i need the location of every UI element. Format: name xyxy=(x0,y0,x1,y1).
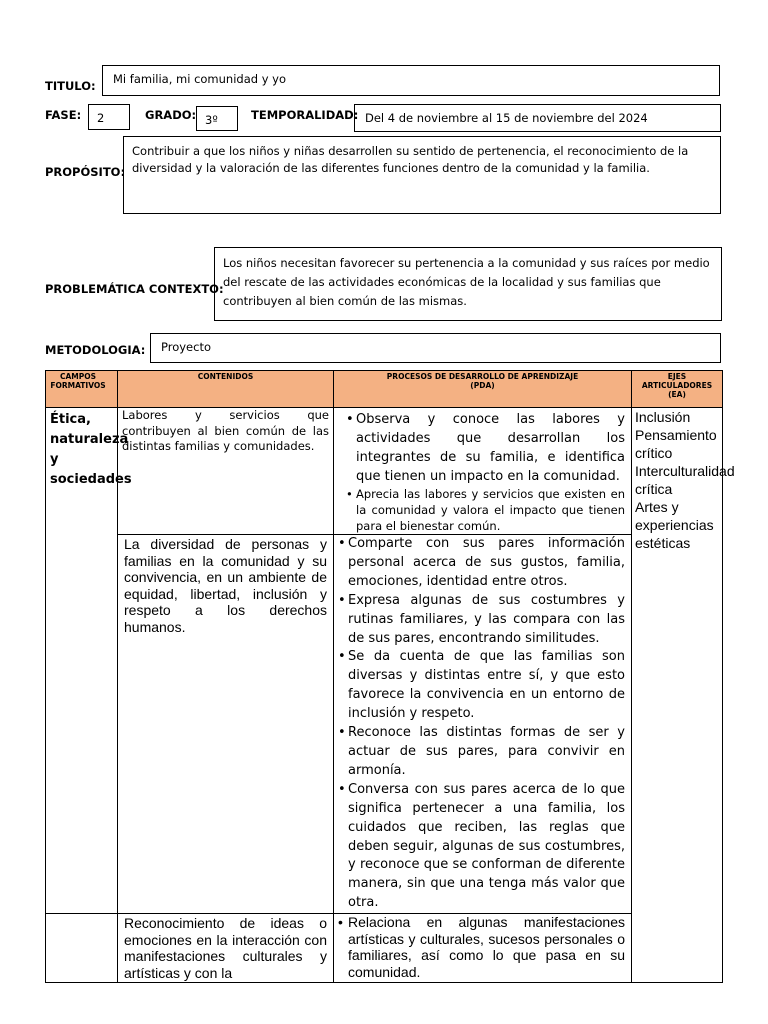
pda-item: • Conversa con sus pares acerca de lo que significa pertenecer a una familia, los cuidados que reciben, las reglas que deben seguir, algunas de sus costumbres, y reconoce que se conforman de diferente manera, sin que una tenga más valor que otra. xyxy=(348,781,625,913)
pda-cell xyxy=(334,914,632,983)
problematica-label: PROBLEMÁTICA CONTEXTO: xyxy=(45,282,224,296)
pda-item: • Aprecia las labores y servicios que existen en la comunidad y valora el impacto que tienen para el bienestar común. xyxy=(356,486,625,534)
contenido-cell: La diversidad de personas y familias en la comunidad y su convivencia, en un ambiente de equidad, libertad, inclusión y respeto a los derechos humanos. xyxy=(118,535,334,914)
pda-item: • Expresa algunas de sus costumbres y rutinas familiares, y las compara con las de sus pares, encontrando similitudes. xyxy=(348,592,625,649)
eje-item: Interculturalidad crítica xyxy=(635,463,735,497)
pda-item: • Reconoce las distintas formas de ser y actuar de sus pares, para convivir en armonía. xyxy=(348,724,625,781)
eje-item: Pensamiento crítico xyxy=(635,427,717,461)
pda-cell xyxy=(334,408,632,535)
temporalidad-value: Del 4 de noviembre al 15 de noviembre del 2024 xyxy=(365,111,648,125)
temporalidad-label: TEMPORALIDAD: xyxy=(251,108,359,122)
problematica-field xyxy=(214,247,722,321)
header-ejes: EJES ARTICULADORES (EA) xyxy=(632,371,723,408)
header-campos: CAMPOS FORMATIVOS xyxy=(46,371,118,408)
pda-item: • Se da cuenta de que las familias son diversas y distintas entre sí, y que esto favorece la convivencia en un entorno de inclusión y respeto. xyxy=(348,648,625,724)
grado-value: 3º xyxy=(205,113,218,127)
grado-label: GRADO: xyxy=(145,108,197,122)
campo-empty-cell xyxy=(46,914,118,983)
header-pda-line1: PROCESOS DE DESARROLLO DE APRENDIZAJE xyxy=(386,372,579,381)
pda-item: • Comparte con sus pares información personal acerca de sus gustos, familia, emociones, identidad entre otros. xyxy=(348,535,625,592)
proposito-field xyxy=(123,136,721,214)
grado-field xyxy=(196,106,238,131)
metodologia-field xyxy=(150,333,721,363)
planning-table xyxy=(45,370,735,983)
pda-list xyxy=(340,410,625,534)
campo-formativo: Ética, naturaleza y sociedades xyxy=(46,408,118,914)
table-row xyxy=(46,914,723,983)
titulo-field xyxy=(102,65,720,96)
metodologia-value: Proyecto xyxy=(161,340,211,354)
eje-item: Inclusión xyxy=(635,409,691,425)
pda-item: • Relaciona en algunas manifestaciones artísticas y culturales, sucesos personales o familiares, así como lo que pasa en su comunidad. xyxy=(348,914,625,980)
proposito-value: Contribuir a que los niños y niñas desarrollen su sentido de pertenencia, el reconocimiento de la diversidad y la valoración de las diferentes funciones dentro de la comunidad y la familia. xyxy=(132,144,689,175)
contenido-cell: Reconocimiento de ideas o emociones en la interacción con manifestaciones culturales y artísticas y con la xyxy=(118,914,334,983)
header-pda-line2: (PDA) xyxy=(470,381,495,390)
table-row xyxy=(46,535,723,914)
table-header-row xyxy=(46,371,723,408)
proposito-label: PROPÓSITO: xyxy=(45,165,126,179)
ejes-articuladores xyxy=(632,408,735,983)
pda-item: • Observa y conoce las labores y actividades que desarrollan los integrantes de su familia, e identifica que tienen un impacto en la comunidad. xyxy=(356,410,625,486)
metodologia-label: METODOLOGIA: xyxy=(45,343,146,357)
fase-label: FASE: xyxy=(45,108,82,122)
pda-list xyxy=(336,914,625,980)
problematica-value: Los niños necesitan favorecer su pertenencia a la comunidad y sus raíces por medio del rescate de las actividades económicas de la localidad y sus familias que contribuyen al bien común de las mismas. xyxy=(223,256,710,308)
temporalidad-field xyxy=(354,104,721,132)
pda-list xyxy=(336,535,625,913)
titulo-value: Mi familia, mi comunidad y yo xyxy=(113,72,287,86)
contenido-cell: Labores y servicios que contribuyen al bien común de las distintas familias y comunidades. xyxy=(118,408,334,535)
fase-field xyxy=(88,104,130,130)
titulo-label: TITULO: xyxy=(45,79,96,93)
pda-cell xyxy=(334,535,632,914)
fase-value: 2 xyxy=(97,111,105,125)
header-contenidos: CONTENIDOS xyxy=(118,371,334,408)
table-row xyxy=(46,408,723,535)
header-pda xyxy=(334,371,632,408)
eje-item: Artes y experiencias estéticas xyxy=(635,499,714,551)
